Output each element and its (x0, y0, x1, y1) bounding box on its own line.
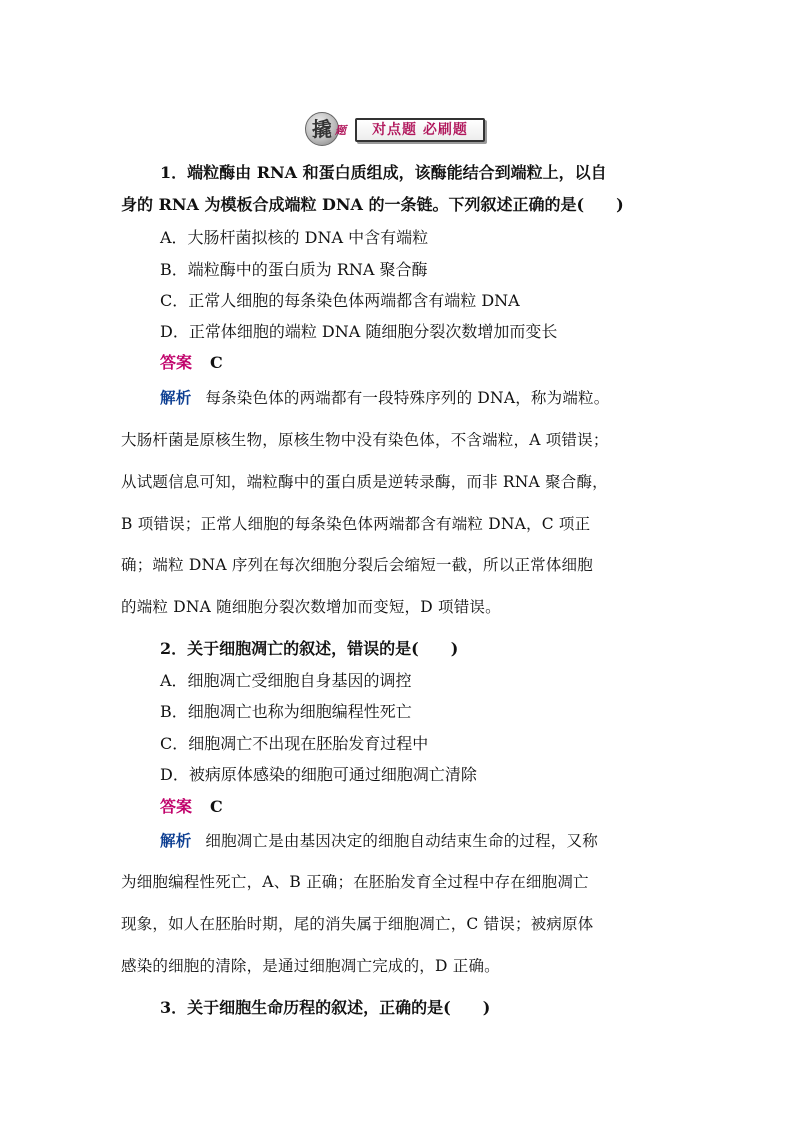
answer-value: C (210, 353, 223, 372)
q1-answer (160, 350, 223, 373)
q2-option-c: C．细胞凋亡不出现在胚胎发育过程中 (160, 734, 429, 753)
q2-option-b: B．细胞凋亡也称为细胞编程性死亡 (160, 702, 412, 721)
q1-explanation-line-3: 从试题信息可知，端粒酶中的蛋白质是逆转录酶，而非 RNA 聚合酶， (121, 473, 608, 491)
q1-explanation-line-1 (160, 386, 609, 408)
explanation-label: 解析 (160, 831, 192, 850)
q1-explanation-line-2: 大肠杆菌是原核生物，原核生物中没有染色体，不含端粒，A 项错误； (121, 431, 609, 449)
q1-option-c: C．正常人细胞的每条染色体两端都含有端粒 DNA (160, 291, 520, 310)
q2-stem: 2．关于细胞凋亡的叙述，错误的是( ) (160, 639, 459, 658)
q1-explanation-line-4: B 项错误；正常人细胞的每条染色体两端都含有端粒 DNA，C 项正 (121, 515, 591, 533)
q2-answer (160, 794, 223, 817)
q2-option-d: D．被病原体感染的细胞可通过细胞凋亡清除 (160, 765, 477, 784)
explanation-label: 解析 (160, 388, 192, 407)
q3-stem: 3．关于细胞生命历程的叙述，正确的是( ) (160, 998, 491, 1017)
q2-explanation-line-3: 现象，如人在胚胎时期，尾的消失属于细胞凋亡，C 错误；被病原体 (121, 915, 594, 933)
q1-stem-line-1: 1．端粒酶由 RNA 和蛋白质组成，该酶能结合到端粒上，以自 (160, 163, 607, 182)
section-title: 对点题 必刷题 (355, 118, 485, 142)
q1-explanation-line-6: 的端粒 DNA 随细胞分裂次数增加而变短，D 项错误。 (121, 598, 501, 616)
section-header-badge (305, 112, 487, 146)
q2-option-a: A．细胞凋亡受细胞自身基因的调控 (160, 671, 412, 690)
q2-explanation-line-1 (160, 829, 598, 851)
q1-stem-line-2: 身的 RNA 为模板合成端粒 DNA 的一条链。下列叙述正确的是( ) (121, 195, 624, 214)
answer-value: C (210, 797, 223, 816)
q1-option-d: D．正常体细胞的端粒 DNA 随细胞分裂次数增加而变长 (160, 322, 558, 341)
q2-explanation-line-2: 为细胞编程性死亡，A、B 正确；在胚胎发育全过程中存在细胞凋亡 (121, 873, 589, 891)
explanation-text: 细胞凋亡是由基因决定的细胞自动结束生命的过程，又称 (205, 832, 598, 850)
q1-option-b: B．端粒酶中的蛋白质为 RNA 聚合酶 (160, 260, 428, 279)
answer-label: 答案 (160, 797, 193, 816)
pry-icon: 撬 (305, 112, 339, 146)
explanation-text: 每条染色体的两端都有一段特殊序列的 DNA，称为端粒。 (205, 389, 610, 407)
answer-label: 答案 (160, 353, 193, 372)
q2-explanation-line-4: 感染的细胞的清除，是通过细胞凋亡完成的，D 正确。 (121, 957, 500, 975)
q1-explanation-line-5: 确；端粒 DNA 序列在每次细胞分裂后会缩短一截，所以正常体细胞 (121, 556, 593, 574)
header-icon-suffix: 题 (335, 124, 346, 137)
q1-option-a: A．大肠杆菌拟核的 DNA 中含有端粒 (160, 228, 429, 247)
